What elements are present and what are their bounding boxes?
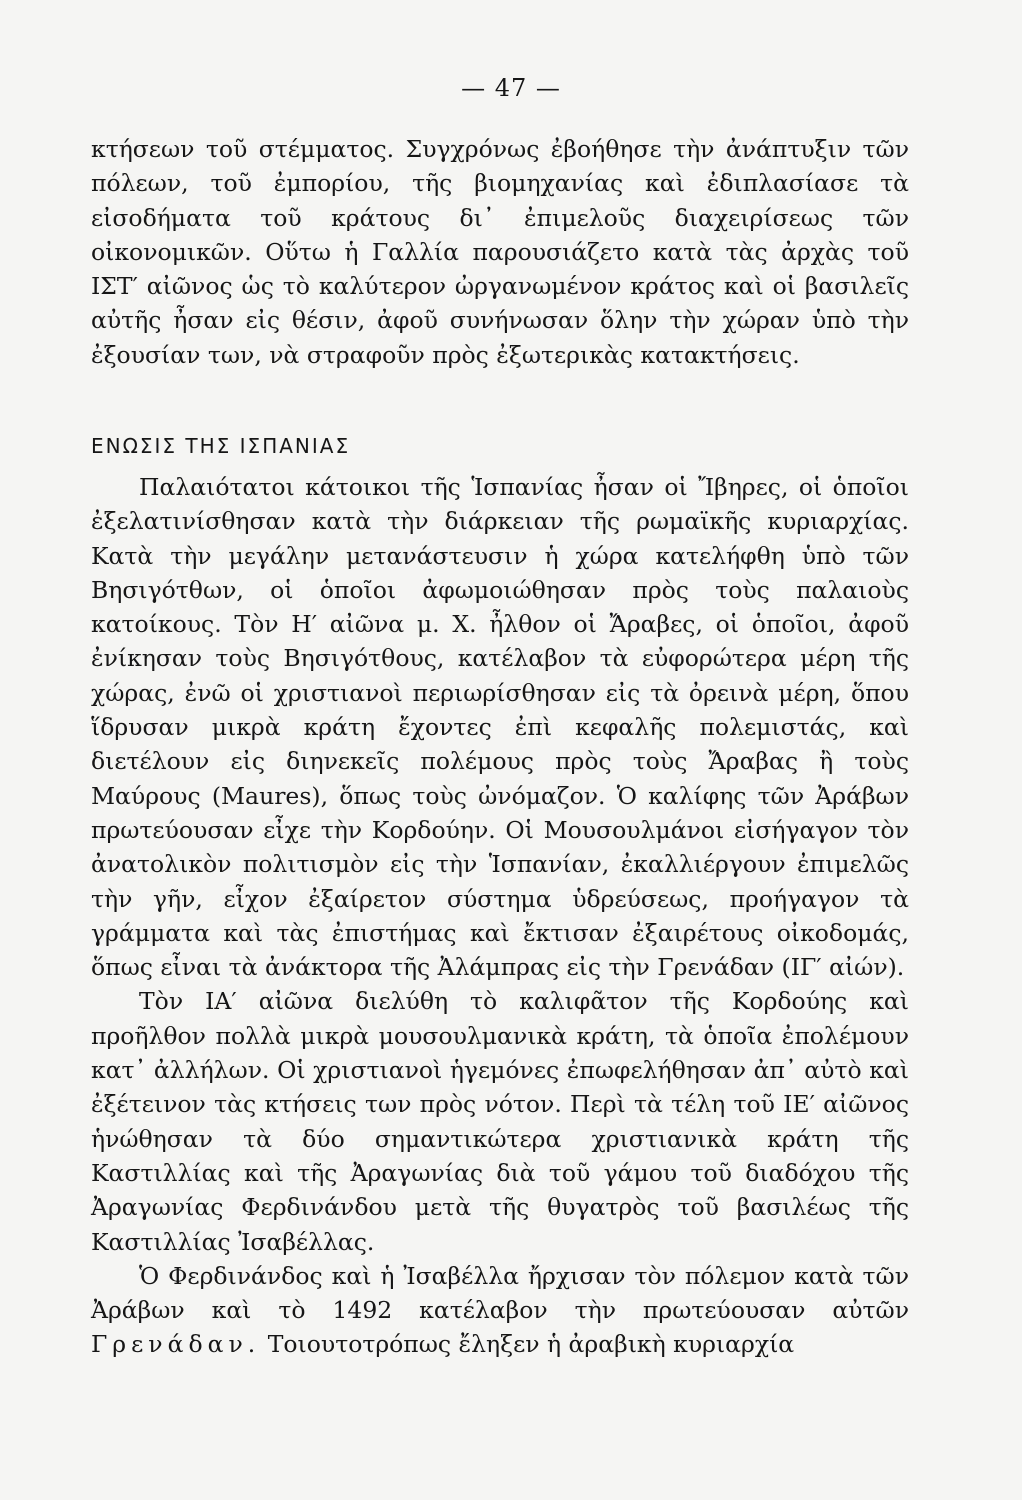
paragraph-granada-start: Ὁ Φερδινάνδος καὶ ἡ Ἰσαβέλλα ἤρχισαν τὸν πόλεμον κατὰ τῶν Ἀράβων καὶ τὸ 1492 κατέλαβον τὴν πρωτεύουσαν αὐτῶν: [91, 1261, 909, 1325]
section-heading: ΕΝΩΣΙΣ ΤΗΣ ΙΣΠΑΝΙΑΣ: [91, 434, 351, 458]
paragraph-caliphate: Τὸν ΙΑ′ αἰῶνα διελύθη τὸ καλιφᾶτον τῆς Κορδούης καὶ προῆλθον πολλὰ μικρὰ μουσουλμανικὰ κράτη, τὰ ὁποῖα ἐπολέμουν κατ᾽ ἀλλήλων. Οἱ χριστιανοὶ ἡγεμόνες ἐπωφελήθησαν ἀπ᾽ αὐτὸ καὶ ἐξέτεινον τὰς κτήσεις των πρὸς νότον. Περὶ τὰ τέλη τοῦ ΙΕ′ αἰῶνος ἡνώθησαν τὰ δύο σημαντικώτερα χριστιανικὰ κράτη τῆς Καστιλλίας καὶ τῆς Ἀραγωνίας διὰ τοῦ γάμου τοῦ διαδόχου τῆς Ἀραγωνίας Φερδινάνδου μετὰ τῆς θυγατρὸς τοῦ βασιλέως τῆς Καστιλλίας Ἰσαβέλλας.: [91, 987, 909, 1256]
paragraph-spain-history: Παλαιότατοι κάτοικοι τῆς Ἱσπανίας ἦσαν οἱ Ἴβηρες, οἱ ὁποῖοι ἐξελατινίσθησαν κατὰ τὴν διάρκειαν τῆς ρωμαϊκῆς κυριαρχίας. Κατὰ τὴν μεγάλην μετανάστευσιν ἡ χώρα κατελήφθη ὑπὸ τῶν Βησιγότθων, οἱ ὁποῖοι ἀφωμοιώθησαν πρὸς τοὺς παλαιοὺς κατοίκους. Τὸν Η′ αἰῶνα μ. Χ. ἦλθον οἱ Ἄραβες, οἱ ὁποῖοι, ἀφοῦ ἐνίκησαν τοὺς Βησιγότθους, κατέλαβον τὰ εὐφορώτερα μέρη τῆς χώρας, ἐνῶ οἱ χριστιανοὶ περιωρίσθησαν εἰς τὰ ὀρεινὰ μέρη, ὅπου ἵδρυσαν μικρὰ κράτη ἔχοντες ἐπὶ κεφαλῆς πολεμιστάς, καὶ διετέλουν εἰς διηνεκεῖς πολέμους πρὸς τοὺς Ἄραβας ἢ τοὺς Μαύρους (Maures), ὅπως τοὺς ὠνόμαζον. Ὁ καλίφης τῶν Ἀράβων πρωτεύουσαν εἶχε τὴν Κορδούην. Οἱ Μουσουλμάνοι εἰσήγαγον τὸν ἀνατολικὸν πολιτισμὸν εἰς τὴν Ἱσπανίαν, ἐκαλλιέργουν ἐπιμελῶς τὴν γῆν, εἶχον ἐξαίρετον σύστημα ὑδρεύσεως, προήγαγον τὰ γράμματα καὶ τὰς ἐπιστήμας καὶ ἔκτισαν ἐξαιρέτους οἰκοδομάς, ὅπως εἶναι τὰ ἀνάκτορα τῆς Ἀλάμπρας εἰς τὴν Γρενάδαν (ΙΓ′ αἰών).: [91, 473, 909, 982]
text-block-spain: [91, 470, 909, 1362]
paragraph-granada: [91, 1259, 909, 1362]
granada-spaced-word: Γρενάδαν.: [91, 1330, 261, 1359]
page-number: — 47 —: [461, 74, 561, 102]
paragraph-france: κτήσεων τοῦ στέμματος. Συγχρόνως ἐβοήθησε τὴν ἀνάπτυξιν τῶν πόλεων, τοῦ ἐμπορίου, τῆς βιομηχανίας καὶ ἐδιπλασίασε τὰ εἰσοδήματα τοῦ κράτους δι᾽ ἐπιμελοῦς διαχειρίσεως τῶν οἰκονομικῶν. Οὕτω ἡ Γαλλία παρουσιάζετο κατὰ τὰς ἀρχὰς τοῦ ΙΣΤ′ αἰῶνος ὡς τὸ καλύτερον ὠργανωμένον κράτος καὶ οἱ βασιλεῖς αὐτῆς ἦσαν εἰς θέσιν, ἀφοῦ συνήνωσαν ὅλην τὴν χώραν ὑπὸ τὴν ἐξουσίαν των, νὰ στραφοῦν πρὸς ἐξωτερικὰς κατακτήσεις.: [91, 135, 909, 369]
text-block-top: [91, 132, 909, 372]
paragraph-granada-end: Τοιουτοτρόπως ἔληξεν ἡ ἀραβικὴ κυριαρχία: [267, 1330, 795, 1359]
